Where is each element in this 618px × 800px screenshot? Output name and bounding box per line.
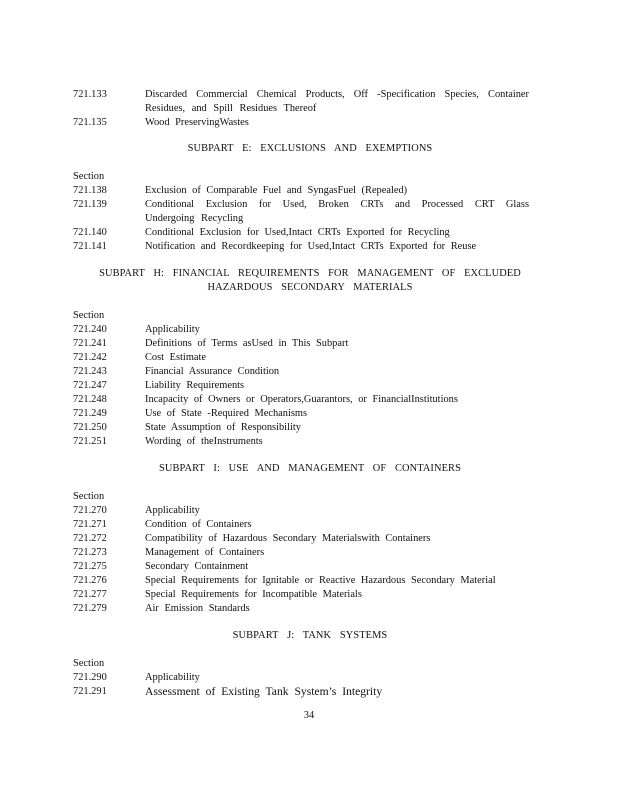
section-number: 721.242 — [73, 352, 107, 363]
section-title: Wood PreservingWastes — [145, 117, 249, 128]
section-number: 721.290 — [73, 672, 107, 683]
section-title: Compatibility of Hazardous Secondary Materialswith Containers — [145, 533, 431, 544]
subpart-j-heading: SUBPART J: TANK SYSTEMS — [232, 630, 388, 641]
section-number: 721.276 — [73, 575, 107, 586]
section-number: 721.249 — [73, 408, 107, 419]
section-number: 721.250 — [73, 422, 107, 433]
section-number: 721.270 — [73, 505, 107, 516]
section-number: 721.140 — [73, 227, 107, 238]
section-title: Conditional Exclusion for Used,Intact CRTs Exported for Recycling — [145, 227, 450, 238]
section-number: 721.279 — [73, 603, 107, 614]
section-label: Section — [73, 171, 105, 182]
section-label: Section — [73, 491, 105, 502]
section-title: Discarded Commercial Chemical Products, Off -Specification Species, Container Residues, and Spill Residues Thereof — [145, 89, 529, 114]
section-title: State Assumption of Responsibility — [145, 422, 301, 433]
section-number: 721.275 — [73, 561, 107, 572]
section-title: Air Emission Standards — [145, 603, 250, 614]
section-number: 721.247 — [73, 380, 107, 391]
section-title: Notification and Recordkeeping for Used,Intact CRTs Exported for Reuse — [145, 241, 477, 252]
section-title: Secondary Containment — [145, 561, 249, 572]
section-title: Definitions of Terms asUsed in This Subpart — [145, 338, 349, 349]
section-title: Special Requirements for Incompatible Materials — [145, 589, 362, 600]
subpart-h-heading-line2: HAZARDOUS SECONDARY MATERIALS — [207, 282, 413, 293]
section-number: 721.135 — [73, 117, 107, 128]
page-number: 34 — [303, 710, 315, 721]
section-label: Section — [73, 658, 105, 669]
section-title: Cost Estimate — [145, 352, 207, 363]
section-title: Condition of Containers — [145, 519, 252, 530]
section-title: Management of Containers — [145, 547, 265, 558]
section-title: Applicability — [145, 672, 200, 683]
section-title: Wording of theInstruments — [145, 436, 263, 447]
section-number: 721.273 — [73, 547, 107, 558]
section-number: 721.272 — [73, 533, 107, 544]
section-number: 721.241 — [73, 338, 107, 349]
section-title: Liability Requirements — [145, 380, 245, 391]
section-number: 721.141 — [73, 241, 107, 252]
section-number: 721.240 — [73, 324, 107, 335]
section-title: Applicability — [145, 505, 200, 516]
section-title: Incapacity of Owners or Operators,Guarantors, or FinancialInstitutions — [145, 394, 458, 405]
section-title: Exclusion of Comparable Fuel and SyngasFuel (Repealed) — [145, 185, 408, 196]
section-title: Assessment of Existing Tank System’s Integrity — [145, 685, 383, 698]
section-number: 721.139 — [73, 199, 107, 210]
section-number: 721.248 — [73, 394, 107, 405]
section-number: 721.243 — [73, 366, 107, 377]
section-title: Special Requirements for Ignitable or Reactive Hazardous Secondary Material — [145, 575, 496, 586]
section-title: Use of State -Required Mechanisms — [145, 408, 308, 419]
section-number: 721.138 — [73, 185, 107, 196]
section-label: Section — [73, 310, 105, 321]
section-number: 721.277 — [73, 589, 107, 600]
section-title: Applicability — [145, 324, 200, 335]
section-title: Financial Assurance Condition — [145, 366, 280, 377]
section-number: 721.251 — [73, 436, 107, 447]
section-number: 721.133 — [73, 89, 107, 100]
section-title: Conditional Exclusion for Used, Broken CRTs and Processed CRT Glass Undergoing Recycling — [145, 199, 529, 224]
subpart-e-heading: SUBPART E: EXCLUSIONS AND EXEMPTIONS — [187, 143, 433, 154]
subpart-h-heading: SUBPART H: FINANCIAL REQUIREMENTS FOR MANAGEMENT OF EXCLUDED — [99, 268, 521, 279]
section-number: 721.291 — [73, 686, 107, 697]
section-number: 721.271 — [73, 519, 107, 530]
subpart-i-heading: SUBPART I: USE AND MANAGEMENT OF CONTAINERS — [159, 463, 461, 474]
